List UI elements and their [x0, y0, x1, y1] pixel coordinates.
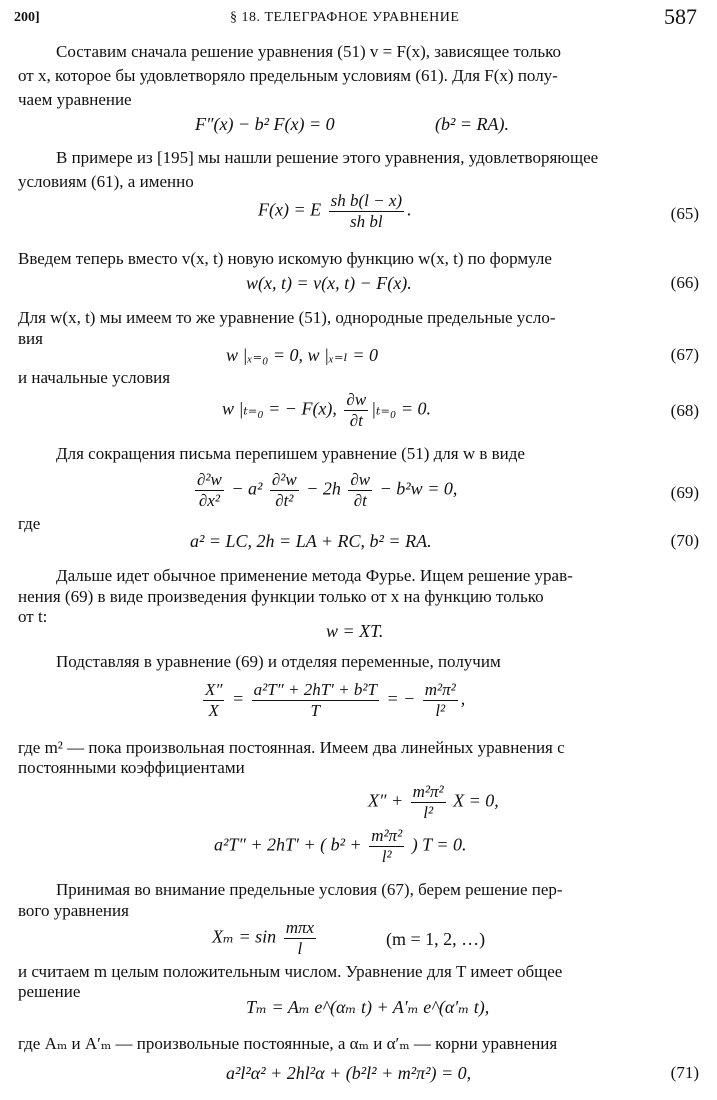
equation-number: (65) — [670, 204, 699, 223]
text-line: чаем уравнение — [18, 90, 132, 109]
fraction-numerator: ∂²w — [197, 470, 222, 489]
text-line: Подставляя в уравнение (69) и отделяя переменные, получим — [56, 652, 501, 671]
eq-part: . — [407, 199, 412, 220]
fraction — [348, 470, 372, 511]
equation-number: (71) — [670, 1063, 699, 1082]
fraction — [329, 191, 404, 232]
text-line: и считаем m целым положительным числом. Уравнение для T имеет общее — [18, 962, 563, 981]
header-title: § 18. ТЕЛЕГРАФНОЕ УРАВНЕНИЕ — [230, 10, 460, 25]
fraction — [284, 918, 316, 959]
fraction-denominator: l² — [435, 701, 446, 720]
fraction-denominator: l² — [423, 803, 434, 822]
equation-66: w(x, t) = v(x, t) − F(x). — [246, 273, 412, 293]
equation-71: a²l²α² + 2hl²α + (b²l² + m²π²) = 0, — [226, 1063, 472, 1083]
equation-69 — [192, 470, 457, 511]
fraction — [369, 826, 404, 867]
fraction — [203, 680, 224, 721]
equation-wxt: w = XT. — [326, 621, 384, 641]
eq-part: Xₘ = sin — [212, 926, 277, 947]
header-section-ref: 200] — [14, 10, 40, 25]
equation-65 — [258, 191, 412, 232]
equation-T — [214, 826, 467, 867]
text-line: где m² — пока произвольная постоянная. Имеем два линейных уравнения с — [18, 738, 565, 757]
fraction-numerator: ∂²w — [271, 470, 297, 489]
fraction-numerator: mπx — [285, 918, 315, 937]
text-line: Дальше идет обычное применение метода Фурье. Ищем решение урав- — [56, 566, 573, 585]
equation-m-range: (m = 1, 2, …) — [386, 929, 486, 949]
fraction-numerator: m²π² — [412, 782, 444, 801]
eq-part: = − — [386, 688, 416, 709]
text-line: Составим сначала решение уравнения (51) v = F(x), зависящее только — [56, 42, 562, 61]
fraction — [423, 680, 458, 721]
eq-part: ) T = 0. — [411, 834, 467, 855]
fraction-numerator: X″ — [205, 680, 223, 699]
equation-Xm — [212, 918, 319, 959]
fraction — [411, 782, 446, 823]
fraction — [270, 470, 299, 511]
fraction-numerator: ∂w — [346, 390, 367, 409]
eq-part: w |ₜ₌₀ = − F(x), — [222, 398, 337, 419]
eq-part: − 2h — [306, 478, 341, 499]
equation-70: a² = LC, 2h = LA + RC, b² = RA. — [190, 531, 432, 551]
text-line: В примере из [195] мы нашли решение этого уравнения, удовлетворяющее — [56, 148, 599, 167]
fraction-numerator: m²π² — [424, 680, 456, 699]
eq-part: a²T″ + 2hT′ + ( b² + — [214, 834, 362, 855]
equation-F-ode: F″(x) − b² F(x) = 0 — [195, 114, 335, 134]
fraction-denominator: l² — [381, 847, 392, 866]
fraction-numerator: m²π² — [371, 826, 403, 845]
equation-number: (68) — [670, 401, 699, 420]
eq-part: , — [460, 688, 466, 709]
equation-67: w |ₓ₌₀ = 0, w |ₓ₌ₗ = 0 — [226, 345, 379, 365]
eq-part: − b²w = 0, — [379, 478, 458, 499]
text-line: Для w(x, t) мы имеем то же уравнение (51), однородные предельные усло- — [18, 308, 556, 327]
text-line: и начальные условия — [18, 368, 171, 387]
eq-part: F(x) = E — [258, 199, 322, 220]
equation-68 — [222, 390, 431, 431]
equation-number: (70) — [670, 531, 699, 550]
text-line: Принимая во внимание предельные условия (67), берем решение пер- — [56, 880, 563, 899]
equation-number: (69) — [670, 483, 699, 502]
text-line: нения (69) в виде произведения функции только от x на функцию только — [18, 587, 544, 606]
text-line: где — [18, 514, 41, 533]
fraction-denominator: ∂t² — [275, 491, 294, 510]
eq-part: − a² — [231, 478, 263, 499]
text-line: Для сокращения письма перепишем уравнение (51) для w в виде — [56, 444, 525, 463]
equation-b-def: (b² = RA). — [435, 114, 510, 134]
equation-Tm: Tₘ = Aₘ e^(αₘ t) + A′ₘ e^(α′ₘ t), — [246, 997, 490, 1017]
fraction-denominator: X — [208, 701, 219, 720]
equation-separation — [200, 680, 465, 721]
fraction-denominator: ∂t — [349, 411, 363, 430]
text-line: условиям (61), а именно — [18, 172, 194, 191]
equation-number: (66) — [670, 273, 699, 292]
text-line: постоянными коэффициентами — [18, 758, 245, 777]
eq-part: = — [231, 688, 245, 709]
page-number: 587 — [664, 4, 697, 29]
fraction-denominator: ∂x² — [198, 491, 220, 510]
fraction-numerator: ∂w — [350, 470, 371, 489]
fraction-numerator: sh b(l − x) — [330, 191, 403, 210]
text-line: от t: — [18, 607, 48, 626]
text-line: где Aₘ и A′ₘ — произвольные постоянные, а αₘ и α′ₘ — корни уравнения — [18, 1034, 558, 1053]
eq-part: X″ + — [368, 790, 404, 811]
fraction-denominator: ∂t — [353, 491, 367, 510]
fraction-numerator: a²T″ + 2hT′ + b²T — [253, 680, 377, 699]
eq-part: |ₜ₌₀ = 0. — [371, 398, 431, 419]
fraction-denominator: sh bl — [350, 212, 383, 231]
text-line: вого уравнения — [18, 901, 129, 920]
equation-X — [368, 782, 499, 823]
text-line: Введем теперь вместо v(x, t) новую искомую функцию w(x, t) по формуле — [18, 249, 552, 268]
text-line: решение — [18, 982, 81, 1001]
fraction — [195, 470, 224, 511]
text-line: от x, которое бы удовлетворяло предельным условиям (61). Для F(x) полу- — [18, 66, 558, 85]
equation-number: (67) — [670, 345, 699, 364]
fraction — [344, 390, 368, 431]
fraction-denominator: l — [297, 939, 303, 958]
eq-part: X = 0, — [453, 790, 499, 811]
text-line: вия — [18, 329, 43, 348]
fraction-denominator: T — [310, 701, 321, 720]
fraction — [252, 680, 379, 721]
